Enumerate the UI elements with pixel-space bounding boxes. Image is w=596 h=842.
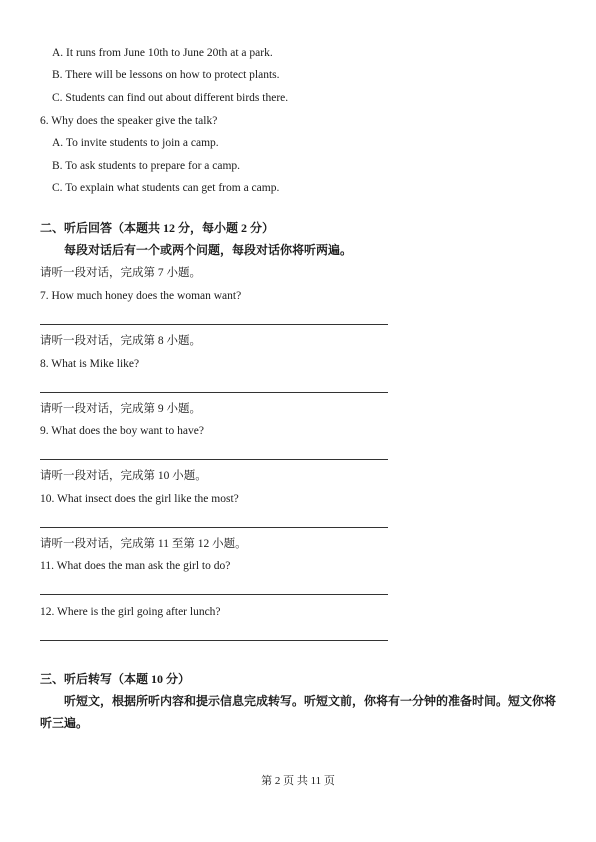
q12-question: 12. Where is the girl going after lunch? — [40, 606, 221, 618]
page-footer: 第 2 页 共 11 页 — [261, 775, 335, 787]
q9-question: 9. What does the boy want to have? — [40, 425, 204, 437]
q8-answer-line[interactable] — [40, 392, 388, 393]
q6-option-a: A. To invite students to join a camp. — [52, 137, 219, 149]
q6-question: 6. Why does the speaker give the talk? — [40, 115, 218, 127]
q9-answer-line[interactable] — [40, 459, 388, 460]
q7-prompt: 请听一段对话，完成第 7 小题。 — [40, 267, 201, 279]
section2-instruction: 每段对话后有一个或两个问题，每段对话你将听两遍。 — [64, 243, 353, 257]
q7-question: 7. How much honey does the woman want? — [40, 290, 242, 302]
q11-question: 11. What does the man ask the girl to do? — [40, 560, 231, 572]
q8-question: 8. What is Mike like? — [40, 358, 140, 370]
section3-instruction: 听短文，根据所听内容和提示信息完成转写。听短文前，你将有一分钟的准备时间。短文你将听三遍。 — [40, 694, 557, 730]
q6-option-b: B. To ask students to prepare for a camp. — [52, 160, 241, 172]
q7-answer-line[interactable] — [40, 324, 388, 325]
q5-option-b: B. There will be lessons on how to protect plants. — [52, 69, 280, 81]
q6-option-c: C. To explain what students can get from a camp. — [52, 182, 280, 194]
q12-answer-line[interactable] — [40, 640, 388, 641]
q9-prompt: 请听一段对话，完成第 9 小题。 — [40, 403, 201, 415]
q10-answer-line[interactable] — [40, 527, 388, 528]
q10-prompt: 请听一段对话，完成第 10 小题。 — [40, 470, 207, 482]
q11-prompt: 请听一段对话，完成第 11 至第 12 小题。 — [40, 538, 247, 550]
section2-heading: 二、听后回答（本题共 12 分，每小题 2 分） — [40, 221, 275, 235]
q10-question: 10. What insect does the girl like the most? — [40, 493, 239, 505]
q11-answer-line[interactable] — [40, 594, 388, 595]
section3-heading: 三、听后转写（本题 10 分） — [40, 672, 191, 686]
q8-prompt: 请听一段对话，完成第 8 小题。 — [40, 335, 201, 347]
q5-option-a: A. It runs from June 10th to June 20th at a park. — [52, 47, 273, 59]
q5-option-c: C. Students can find out about different birds there. — [52, 92, 289, 104]
